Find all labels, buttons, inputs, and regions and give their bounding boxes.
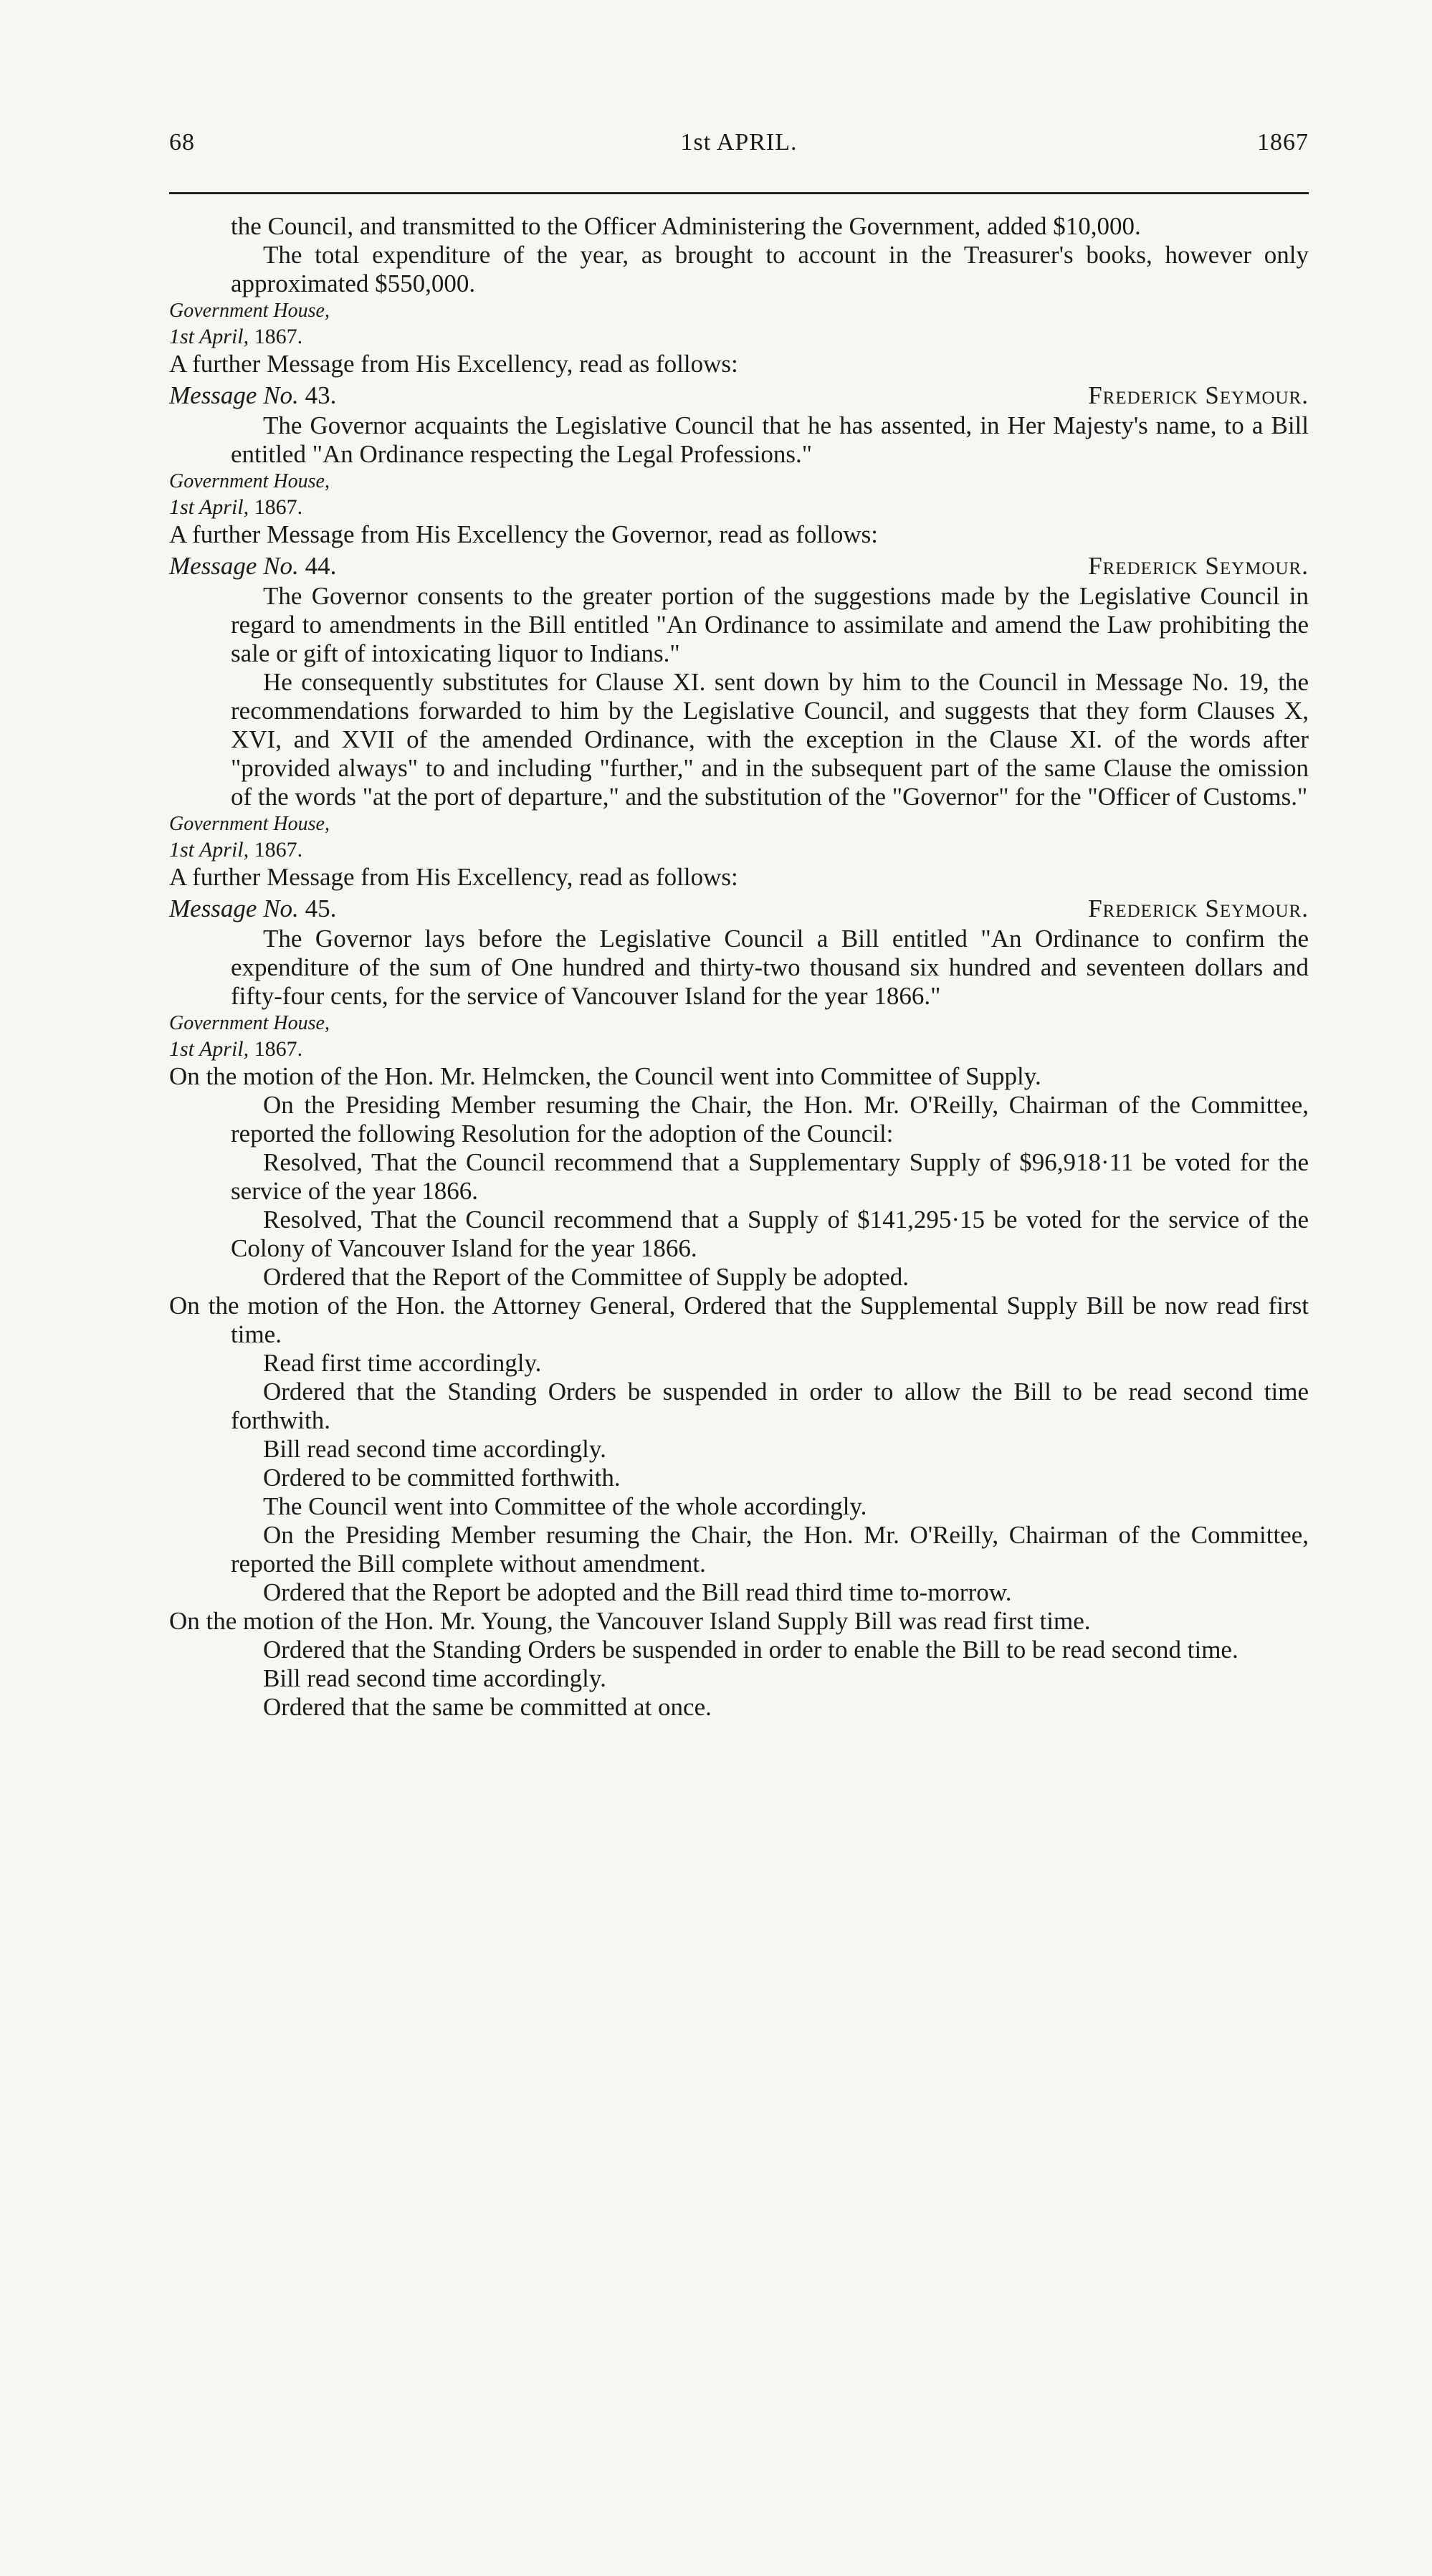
message-text: The Governor consents to the greater portion of the suggestions made by the Legislative Council in regard to amendments in the Bill entitled "An Ordinance to assimilate and amend the Law prohibiting the sale or gift of intoxicating liquor to Indians."	[231, 582, 1309, 667]
signature-place: Government House,	[169, 813, 330, 835]
page-body	[169, 212, 1309, 1722]
resolution: Resolved, That the Council recommend that a Supply of $141,295·15 be voted for the service of the Colony of Vancouver Island for the year 1866.	[231, 1206, 1309, 1262]
message-intro: A further Message from His Excellency, read as follows:	[169, 350, 738, 378]
motion-paragraph: On the motion of the Hon. the Attorney General, Ordered that the Supplemental Supply Bill be now read first time.	[169, 1292, 1309, 1348]
signature-date-year: 1867.	[249, 495, 303, 519]
resolution: Resolved, That the Council recommend that a Supplementary Supply of $96,918·11 be voted for the service of the year 1866.	[231, 1148, 1309, 1205]
paragraph: Ordered that the Standing Orders be suspended in order to allow the Bill to be read second time forthwith.	[231, 1378, 1309, 1434]
governor-signature: Frederick Seymour.	[1088, 552, 1309, 580]
signature-date-year: 1867.	[249, 838, 303, 862]
paragraph: The Council went into Committee of the whole accordingly.	[263, 1492, 867, 1520]
message-number	[169, 381, 336, 410]
message-label: Message No.	[169, 895, 299, 922]
paragraph: Ordered that the Report of the Committee of Supply be adopted.	[263, 1263, 910, 1291]
paragraph: Ordered that the Report be adopted and the Bill read third time to-morrow.	[263, 1578, 1012, 1606]
signature-date	[169, 837, 1309, 863]
page-header	[169, 129, 1309, 161]
signature-date	[169, 495, 1309, 520]
message-num: 43.	[298, 381, 337, 409]
message-number	[169, 552, 336, 581]
paragraph: On the Presiding Member resuming the Chair, the Hon. Mr. O'Reilly, Chairman of the Committee, reported the following Resolution for the adoption of the Council:	[231, 1091, 1309, 1148]
page-number: 68	[169, 129, 195, 156]
motion-paragraph: On the motion of the Hon. Mr. Helmcken, the Council went into Committee of Supply.	[169, 1062, 1041, 1090]
paragraph: the Council, and transmitted to the Officer Administering the Government, added $10,000.	[231, 212, 1141, 240]
message-heading	[169, 895, 1309, 925]
message-label: Message No.	[169, 552, 299, 580]
message-label: Message No.	[169, 381, 299, 409]
paragraph: Ordered that the same be committed at once.	[263, 1693, 712, 1721]
message-text: The Governor lays before the Legislative Council a Bill entitled "An Ordinance to confirm the expenditure of the sum of One hundred and thirty-two thousand six hundred and seventeen dollars and fifty-four cents, for the service of Vancouver Island for the year 1866."	[231, 925, 1309, 1010]
signature-date-day: 1st April,	[169, 838, 249, 862]
message-heading	[169, 552, 1309, 582]
header-rule	[169, 192, 1309, 194]
signature-date-year: 1867.	[249, 1037, 303, 1061]
message-heading	[169, 381, 1309, 411]
paragraph: Ordered that the Standing Orders be suspended in order to enable the Bill to be read second time.	[263, 1636, 1238, 1664]
paragraph: Bill read second time accordingly.	[263, 1664, 606, 1692]
message-num: 45.	[298, 895, 337, 922]
signature-date	[169, 1036, 1309, 1062]
signature-place: Government House,	[169, 300, 330, 322]
paragraph: On the Presiding Member resuming the Chair, the Hon. Mr. O'Reilly, Chairman of the Committee, reported the Bill complete without amendment.	[231, 1521, 1309, 1578]
message-text: The Governor acquaints the Legislative Council that he has assented, in Her Majesty's name, to a Bill entitled "An Ordinance respecting the Legal Professions."	[231, 411, 1309, 468]
message-number	[169, 895, 336, 923]
paragraph: Ordered to be committed forthwith.	[263, 1464, 621, 1492]
signature-place: Government House,	[169, 470, 330, 492]
header-year: 1867	[1257, 129, 1309, 156]
paragraph: Bill read second time accordingly.	[263, 1435, 606, 1463]
paragraph: The total expenditure of the year, as brought to account in the Treasurer's books, however only approximated $550,000.	[231, 241, 1309, 297]
message-intro: A further Message from His Excellency, read as follows:	[169, 863, 738, 891]
message-text: He consequently substitutes for Clause XI. sent down by him to the Council in Message No. 19, the recommendations forwarded to him by the Legislative Council, and suggests that they form Clauses X, XVI, and XVII of the amended Ordinance, with the exception in the Clause XI. of the words after "provided always" to and including "further," and in the subsequent part of the same Clause the omission of the words "at the port of departure," and the substitution of the "Governor" for the "Officer of Customs."	[231, 668, 1309, 811]
signature-date	[169, 324, 1309, 350]
signature-place: Government House,	[169, 1012, 330, 1034]
signature-date-day: 1st April,	[169, 325, 249, 348]
signature-date-day: 1st April,	[169, 495, 249, 519]
motion-paragraph: On the motion of the Hon. Mr. Young, the Vancouver Island Supply Bill was read first time.	[169, 1607, 1091, 1635]
governor-signature: Frederick Seymour.	[1088, 895, 1309, 922]
header-date: 1st APRIL.	[680, 129, 798, 156]
governor-signature: Frederick Seymour.	[1088, 381, 1309, 409]
paragraph: Read first time accordingly.	[263, 1349, 542, 1377]
signature-date-year: 1867.	[249, 325, 303, 348]
signature-date-day: 1st April,	[169, 1037, 249, 1061]
message-intro: A further Message from His Excellency the Governor, read as follows:	[169, 520, 878, 548]
message-num: 44.	[298, 552, 337, 580]
